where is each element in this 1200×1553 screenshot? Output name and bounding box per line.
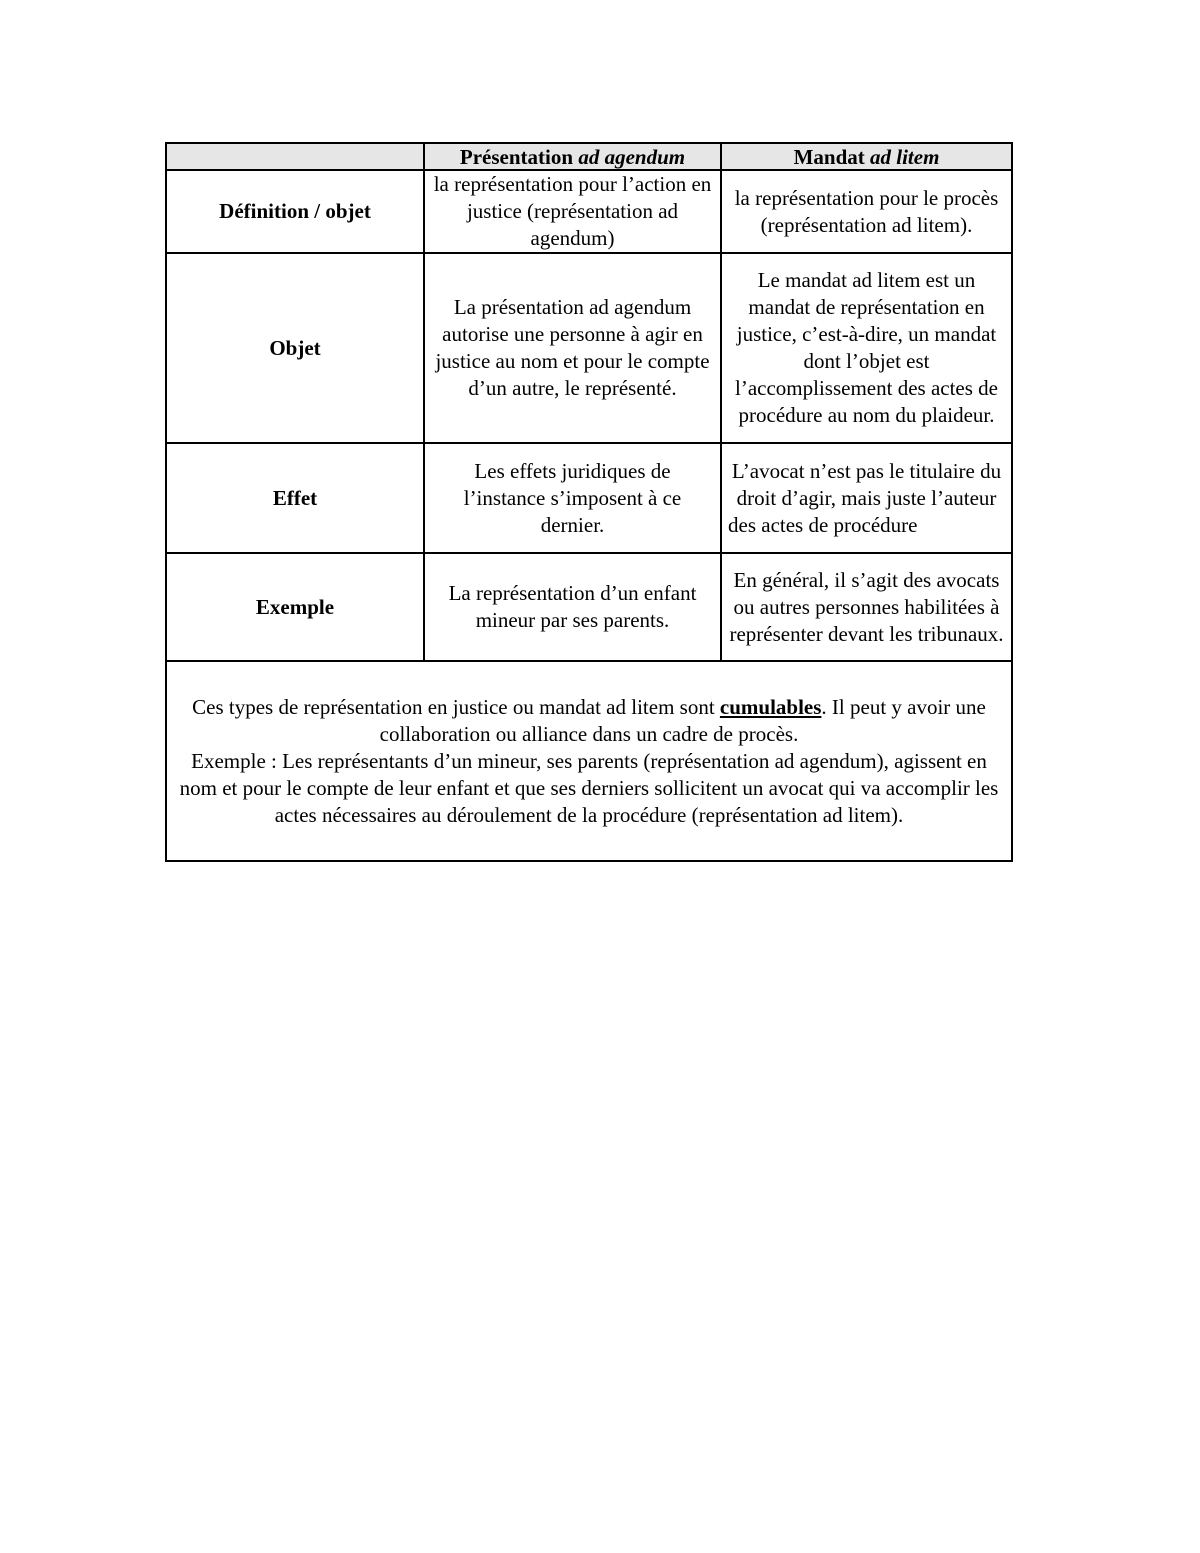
footer-note-paragraph — [173, 694, 1005, 748]
cell-definition-ad-agendum: la représentation pour l’action en justice (représentation ad agendum) — [424, 170, 721, 253]
header-empty-cell — [166, 143, 424, 170]
header-ad-litem — [721, 143, 1012, 170]
cell-exemple-ad-litem: En général, il s’agit des avocats ou autres personnes habilitées à représenter devant les tribunaux. — [721, 553, 1012, 661]
header-ad-litem-prefix: Mandat — [793, 144, 870, 169]
cell-objet-ad-agendum: La présentation ad agendum autorise une personne à agir en justice au nom et pour le compte d’un autre, le représenté. — [424, 253, 721, 443]
footer-emphasis-cumulables: cumulables — [719, 694, 822, 719]
comparison-table — [165, 142, 1013, 862]
cell-exemple-ad-agendum: La représentation d’un enfant mineur par ses parents. — [424, 553, 721, 661]
footer-text-after: . Il peut y avoir une collaboration ou alliance dans un cadre de procès. — [379, 694, 986, 746]
cell-definition-ad-litem: la représentation pour le procès (représentation ad litem). — [721, 170, 1012, 253]
table-footer-row — [166, 661, 1012, 861]
table-row-objet — [166, 253, 1012, 443]
cell-effet-ad-litem: L’avocat n’est pas le titulaire du droit d’agir, mais juste l’auteur des actes de procédure — [721, 443, 1012, 553]
table-row-definition — [166, 170, 1012, 253]
row-label-exemple: Exemple — [166, 553, 424, 661]
cell-effet-ad-agendum: Les effets juridiques de l’instance s’imposent à ce dernier. — [424, 443, 721, 553]
header-ad-agendum-prefix: Présentation — [459, 144, 579, 169]
footer-note-cell — [166, 661, 1012, 861]
footer-text-before: Ces types de représentation en justice ou mandat ad litem sont — [192, 694, 720, 719]
header-ad-agendum-italic: ad agendum — [578, 144, 686, 169]
header-ad-litem-italic: ad litem — [870, 144, 940, 169]
row-label-objet: Objet — [166, 253, 424, 443]
row-label-definition: Définition / objet — [166, 170, 424, 253]
table-row-effet — [166, 443, 1012, 553]
row-label-effet: Effet — [166, 443, 424, 553]
footer-example-paragraph: Exemple : Les représentants d’un mineur, ses parents (représentation ad agendum), agissent en nom et pour le compte de leur enfant et que ses derniers sollicitent un avocat qui va accomplir les actes nécessaires au déroulement de la procédure (représentation ad litem). — [179, 748, 999, 827]
table-row-exemple — [166, 553, 1012, 661]
header-ad-agendum — [424, 143, 721, 170]
table-header-row — [166, 143, 1012, 170]
cell-objet-ad-litem: Le mandat ad litem est un mandat de représentation en justice, c’est-à-dire, un mandat dont l’objet est l’accomplissement des actes de procédure au nom du plaideur. — [721, 253, 1012, 443]
